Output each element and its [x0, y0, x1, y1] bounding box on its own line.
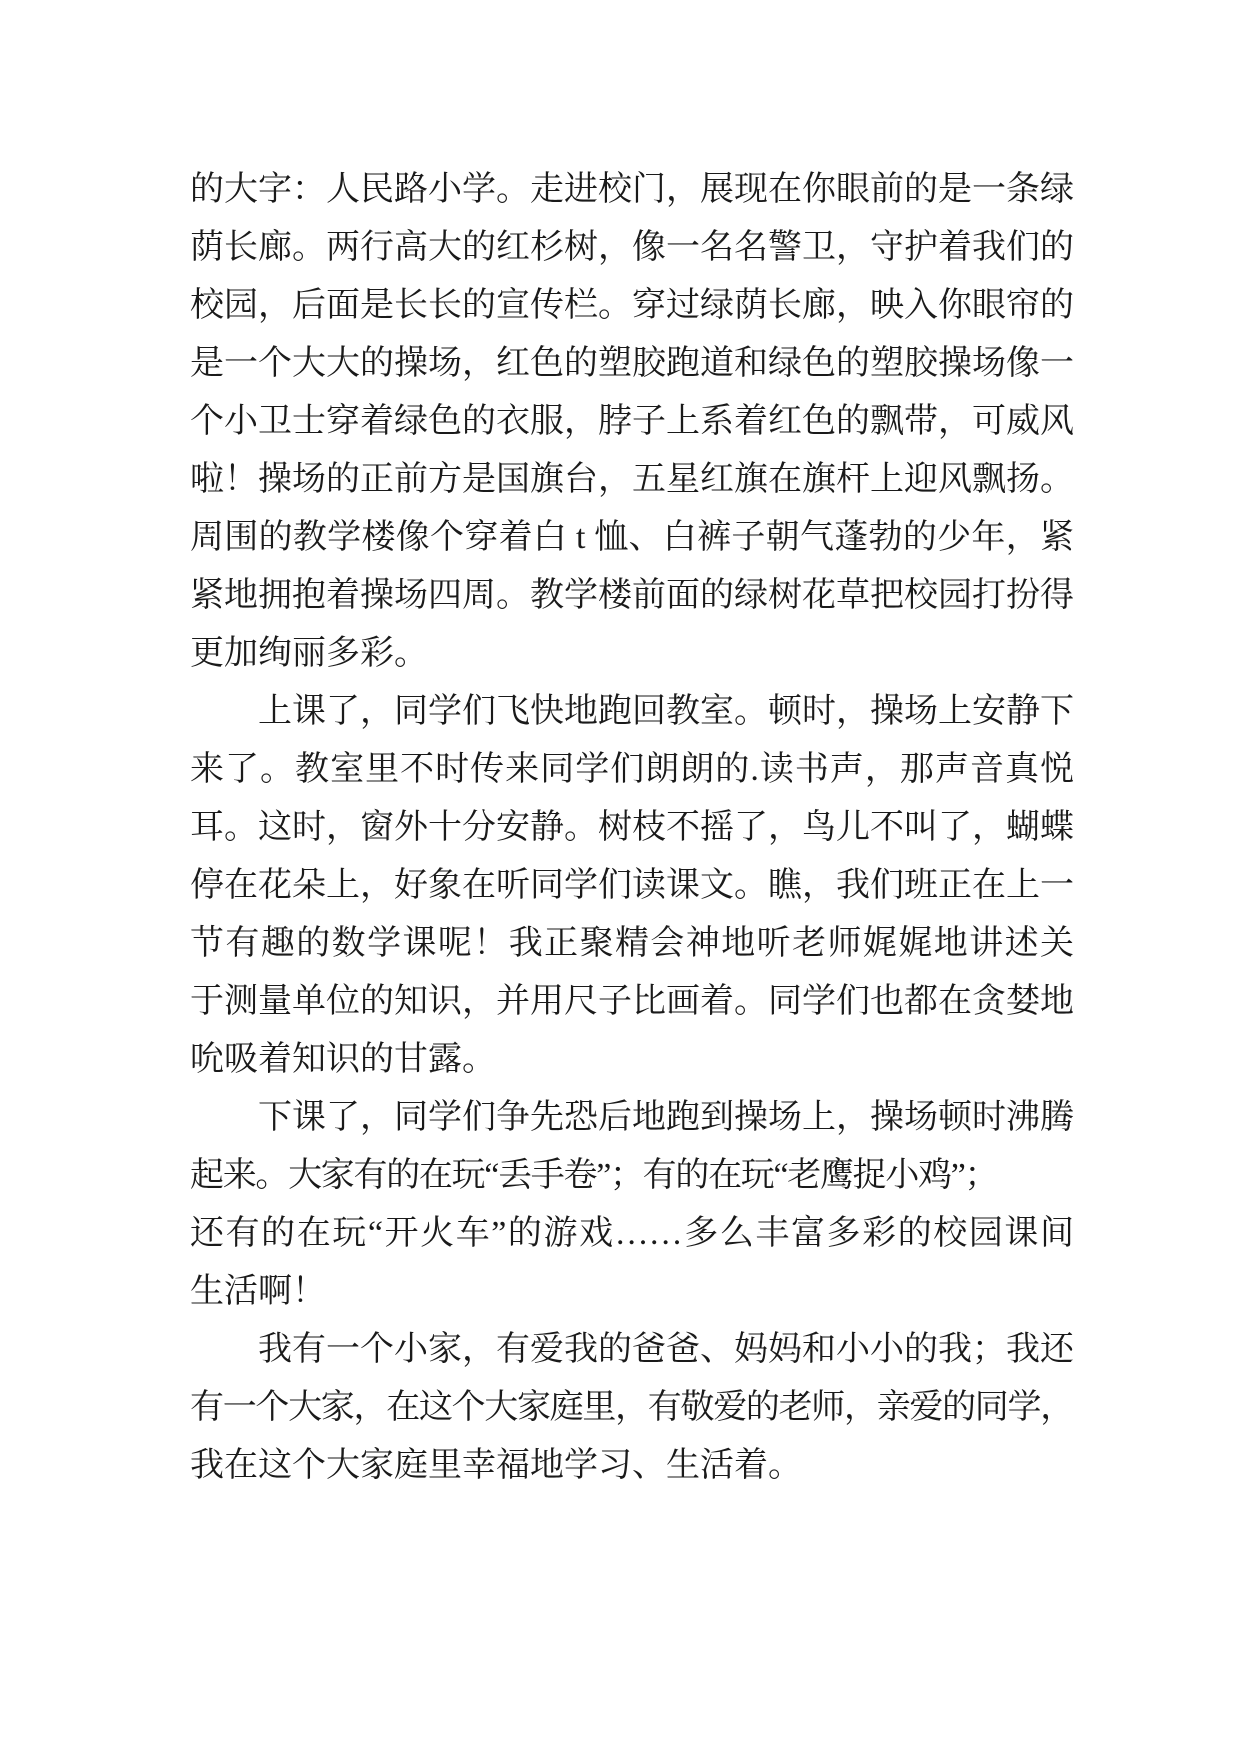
paragraph-4 — [190, 1321, 1074, 1495]
essay-line: 停在花朵上，好象在听同学们读课文。瞧，我们班正在上一 — [190, 867, 1074, 904]
essay-line: 紧地拥抱着操场四周。教学楼前面的绿树花草把校园打扮得 — [190, 577, 1074, 614]
essay-line: 来了。教室里不时传来同学们朗朗的.读书声，那声音真悦 — [190, 751, 1074, 788]
essay-line: 荫长廊。两行高大的红杉树，像一名名警卫，守护着我们的 — [190, 229, 1074, 266]
essay-line: 有一个大家，在这个大家庭里，有敬爱的老师，亲爱的同学， — [190, 1389, 1073, 1426]
essay-line: 我有一个小家，有爱我的爸爸、妈妈和小小的我；我还 — [258, 1331, 1074, 1368]
paragraph-1 — [190, 161, 1074, 683]
essay-line: 下课了，同学们争先恐后地跑到操场上，操场顿时沸腾 — [258, 1099, 1074, 1136]
essay-line: 校园，后面是长长的宣传栏。穿过绿荫长廊，映入你眼帘的 — [190, 287, 1074, 324]
essay-body — [190, 161, 1074, 1495]
essay-line: 的大字：人民路小学。走进校门，展现在你眼前的是一条绿 — [190, 171, 1074, 208]
essay-line: 周围的教学楼像个穿着白 t 恤、白裤子朝气蓬勃的少年，紧 — [190, 519, 1074, 556]
essay-line: 上课了，同学们飞快地跑回教室。顿时，操场上安静下 — [258, 693, 1074, 730]
essay-line: 于测量单位的知识，并用尺子比画着。同学们也都在贪婪地 — [190, 983, 1074, 1020]
essay-line: 起来。大家有的在玩“丢手卷”；有的在玩“老鹰捉小鸡”； — [190, 1157, 998, 1194]
essay-line: 更加绚丽多彩。 — [190, 635, 428, 672]
essay-line: 我在这个大家庭里幸福地学习、生活着。 — [190, 1447, 802, 1484]
paragraph-2 — [190, 683, 1074, 1089]
essay-line: 生活啊！ — [190, 1273, 326, 1310]
essay-line: 个小卫士穿着绿色的衣服，脖子上系着红色的飘带，可威风 — [190, 403, 1074, 440]
essay-line: 耳。这时，窗外十分安静。树枝不摇了，鸟儿不叫了，蝴蝶 — [190, 809, 1074, 846]
paragraph-3 — [190, 1089, 1074, 1321]
essay-line: 啦！操场的正前方是国旗台，五星红旗在旗杆上迎风飘扬。 — [190, 461, 1074, 498]
essay-line: 还有的在玩“开火车”的游戏……多么丰富多彩的校园课间 — [190, 1215, 1074, 1252]
essay-line: 是一个大大的操场，红色的塑胶跑道和绿色的塑胶操场像一 — [190, 345, 1074, 382]
essay-line: 吮吸着知识的甘露。 — [190, 1041, 496, 1078]
essay-line: 节有趣的数学课呢！我正聚精会神地听老师娓娓地讲述关 — [190, 925, 1074, 962]
